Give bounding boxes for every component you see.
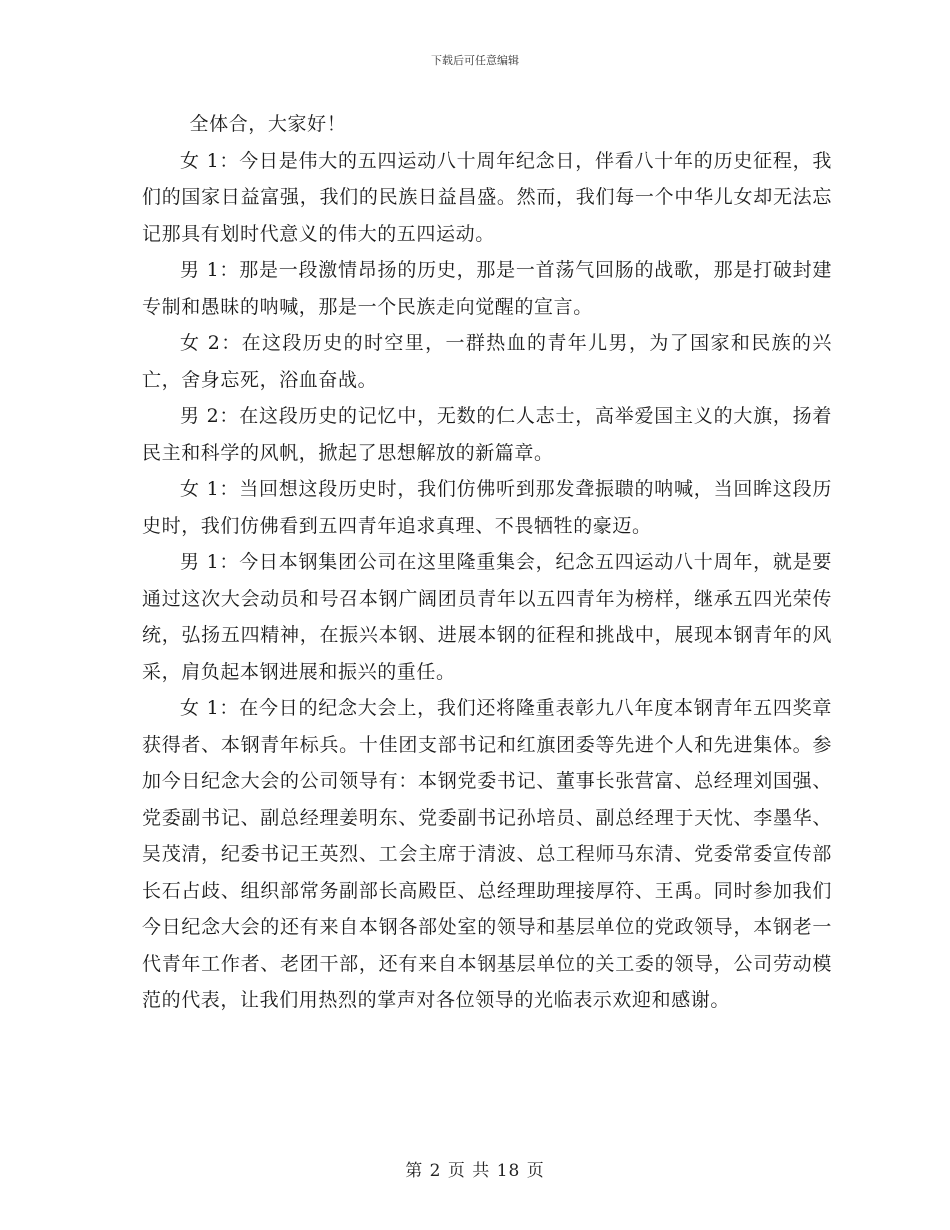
document-body — [142, 106, 832, 1019]
paragraph-male2-memory: 男 2：在这段历史的记忆中，无数的仁人志士，高举爱国主义的大旗，扬着民主和科学的风帆，掀起了思想解放的新篇章。 — [142, 405, 832, 464]
paragraph-female1-intro: 女 1：今日是伟大的五四运动八十周年纪念日，伴看八十年的历史征程，我们的国家日益富强，我们的民族日益昌盛。然而，我们每一个中华儿女却无法忘记那具有划时代意义的伟大的五四运动。 — [142, 149, 832, 245]
paragraph-female2-youth: 女 2：在这段历史的时空里，一群热血的青年儿男，为了国家和民族的兴亡，舍身忘死，浴血奋战。 — [142, 332, 832, 391]
paragraph-greeting: 全体合，大家好！ — [189, 113, 347, 135]
paragraph-male1-history: 男 1：那是一段激情昂扬的历史，那是一首荡气回肠的战歌，那是打破封建专制和愚昧的呐喊，那是一个民族走向觉醒的宣言。 — [142, 259, 832, 318]
paragraph-female1-recall: 女 1：当回想这段历史时，我们仿佛听到那发聋振聩的呐喊，当回眸这段历史时，我们仿佛看到五四青年追求真理、不畏牺牲的豪迈。 — [142, 478, 832, 537]
page-number-footer: 第 2 页 共 18 页 — [405, 1161, 545, 1181]
paragraph-female1-leaders: 女 1：在今日的纪念大会上，我们还将隆重表彰九八年度本钢青年五四奖章获得者、本钢青年标兵。十佳团支部书记和红旗团委等先进个人和先进集体。参加今日纪念大会的公司领导有：本钢党委书记、董事长张营富、总经理刘国强、党委副书记、副总经理姜明东、党委副书记孙培员、副总经理于天忱、李墨华、吴茂清，纪委书记王英烈、工会主席于清波、总工程师马东清、党委常委宣传部长石占歧、组织部常务副部长高殿臣、总经理助理接厚符、王禹。同时参加我们今日纪念大会的还有来自本钢各部处室的领导和基层单位的党政领导，本钢老一代青年工作者、老团干部，还有来自本钢基层单位的关工委的领导，公司劳动模范的代表，让我们用热烈的掌声对各位领导的光临表示欢迎和感谢。 — [142, 697, 832, 1011]
paragraph-male1-assembly: 男 1：今日本钢集团公司在这里隆重集会，纪念五四运动八十周年，就是要通过这次大会动员和号召本钢广阔团员青年以五四青年为榜样，继承五四光荣传统，弘扬五四精神，在振兴本钢、进展本钢的征程和挑战中，展现本钢青年的风采，肩负起本钢进展和振兴的重任。 — [142, 551, 832, 683]
page-header: 下载后可任意编辑 — [431, 54, 519, 67]
